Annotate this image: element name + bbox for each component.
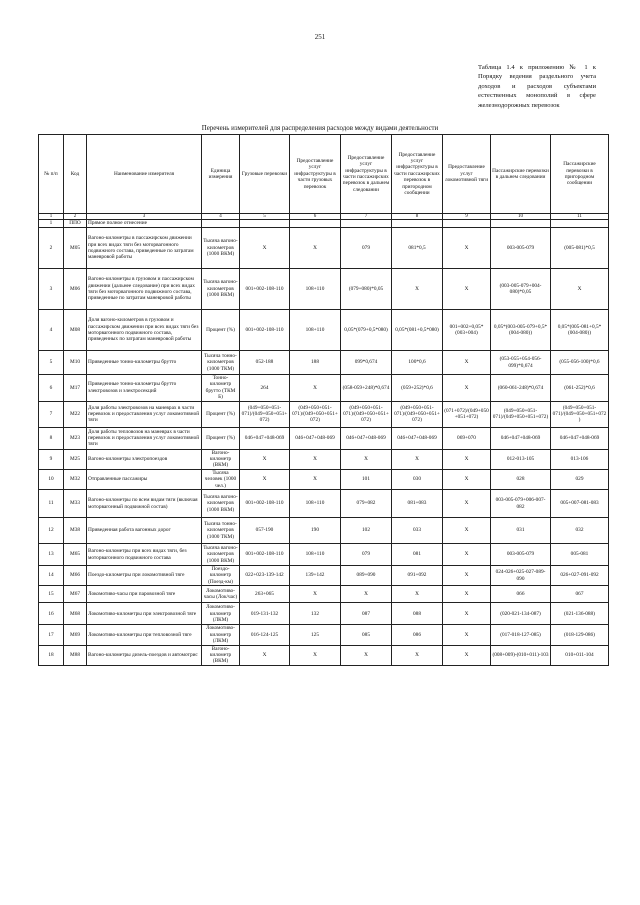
table-cell — [341, 220, 392, 228]
table-cell: M38 — [64, 518, 87, 544]
table-cell: X — [551, 269, 609, 310]
table-cell: 022+023-139-142 — [240, 566, 290, 586]
table-cell: Вагоно-километры в грузовом и пассажирском движении (дальнее следование) при всех видах тяги без моторвагонного подвижного состава, приведенные по затратам маневровой работы — [87, 269, 202, 310]
table-cell: X — [443, 269, 491, 310]
table-cell: 264 — [240, 375, 290, 402]
table-row — [39, 469, 609, 489]
table-cell: 013-106 — [551, 449, 609, 469]
table-cell: 026+027-091-092 — [551, 566, 609, 586]
table-cell: 079 — [341, 228, 392, 269]
table-cell: 108+110 — [290, 490, 341, 518]
table-cell: Вагоно-километры электропоездов — [87, 449, 202, 469]
table-cell: X — [443, 351, 491, 375]
table-cell: 031 — [491, 518, 551, 544]
column-header: Предоставление услуг инфраструктуры в части пассажирских перевозок в пригородном сообщении — [392, 135, 443, 214]
table-cell: Вагоно-километр (ВКМ) — [202, 645, 240, 665]
table-cell: 033 — [392, 518, 443, 544]
table-cell: 0,05*(003-005-079+0,5*(004-080)) — [491, 310, 551, 351]
table-cell: 1 — [39, 220, 64, 228]
table-cell: X — [341, 645, 392, 665]
table-cell: M25 — [64, 449, 87, 469]
table-cell: 029 — [551, 469, 609, 489]
table-cell: 8 — [39, 427, 64, 449]
table-cell: 263+065 — [240, 586, 290, 603]
table-cell: X — [240, 449, 290, 469]
table-cell: Процент (%) — [202, 401, 240, 427]
column-number: 8 — [392, 214, 443, 220]
table-cell: X — [290, 228, 341, 269]
table-cell: 079 — [341, 544, 392, 566]
table-cell: 001+002-108-110 — [240, 269, 290, 310]
table-cell: 001+002+0,05*(003+004) — [443, 310, 491, 351]
table-cell: 052-188 — [240, 351, 290, 375]
table-cell: 2 — [39, 228, 64, 269]
column-number: 9 — [443, 214, 491, 220]
table-cell: X — [290, 469, 341, 489]
table-cell: M32 — [64, 469, 87, 489]
table-cell: (049+050+051-071)/(049+050+051+072) — [240, 401, 290, 427]
table-cell: X — [240, 228, 290, 269]
table-cell: Вагоно-километры по всем видам тяги (включая моторвагонный подвижной состав) — [87, 490, 202, 518]
table-cell: ППО — [64, 220, 87, 228]
table-cell: 14 — [39, 566, 64, 586]
table-cell: Приведенные тонно-километры брутто электровозов и электросекций — [87, 375, 202, 402]
table-cell: M67 — [64, 586, 87, 603]
table-cell: Тысяча вагоно-километров (1000 ВКМ) — [202, 490, 240, 518]
column-header: Код — [64, 135, 87, 214]
column-number: 6 — [290, 214, 341, 220]
table-cell: X — [290, 375, 341, 402]
table-cell: 046+047+048-069 — [341, 427, 392, 449]
table-cell: M23 — [64, 427, 87, 449]
table-cell: Процент (%) — [202, 427, 240, 449]
table-cell: 190 — [290, 518, 341, 544]
column-header: Пассажирские перевозки в дальнем следовании — [491, 135, 551, 214]
table-cell: Поездо-километры при локомотивной тяге — [87, 566, 202, 586]
table-row — [39, 310, 609, 351]
table-cell: Тысяча тонно-километров (1000 ТКМ) — [202, 518, 240, 544]
table-cell — [443, 220, 491, 228]
table-cell: 046+047+048-069 — [240, 427, 290, 449]
page-number: 251 — [314, 33, 326, 41]
table-cell: 088 — [392, 603, 443, 625]
table-cell: 108+110 — [290, 544, 341, 566]
table-cell: 032 — [551, 518, 609, 544]
table-cell — [202, 220, 240, 228]
table-cell: (049+050+051-071)/(049+050+051+072) — [491, 401, 551, 427]
table-cell: 086 — [392, 625, 443, 645]
table-cell: (053-055+054-056-099)*0,674 — [491, 351, 551, 375]
table-cell: (049+050+051-071)/(049+050+051+072) — [290, 401, 341, 427]
table-cell: 003-005-079+006-007-082 — [491, 490, 551, 518]
table-cell: X — [443, 544, 491, 566]
table-cell: 15 — [39, 586, 64, 603]
table-cell: X — [443, 518, 491, 544]
table-cell: X — [443, 469, 491, 489]
table-row — [39, 375, 609, 402]
column-number: 4 — [202, 214, 240, 220]
table-cell: 0,05*(081+0,5*080) — [392, 310, 443, 351]
table-cell: X — [392, 645, 443, 665]
table-cell: Поездо-километр (Поезд-км) — [202, 566, 240, 586]
table-cell: Приведенная работа вагонных дорог — [87, 518, 202, 544]
column-header: № п/п — [39, 135, 64, 214]
table-cell: 010+011-104 — [551, 645, 609, 665]
table-cell: Процент (%) — [202, 310, 240, 351]
table-cell: 012-013-105 — [491, 449, 551, 469]
table-cell: 5 — [39, 351, 64, 375]
table-cell: M88 — [64, 645, 87, 665]
table-cell: X — [443, 625, 491, 645]
table-cell: M05 — [64, 228, 87, 269]
table-cell: 046+047+048-069 — [551, 427, 609, 449]
table-cell: 091+092 — [392, 566, 443, 586]
table-cell: M33 — [64, 490, 87, 518]
table-cell: X — [392, 449, 443, 469]
table-cell: Тысяча вагоно-километров (1000 ВКМ) — [203, 544, 238, 564]
table-cell: X — [443, 586, 491, 603]
table-row — [39, 351, 609, 375]
table-cell: X — [341, 449, 392, 469]
column-number: 1 — [39, 214, 64, 220]
table-cell: 108+110 — [290, 310, 341, 351]
table-cell: (008+009)-(010+011)-103 — [491, 645, 551, 665]
table-cell: (049+050+051-071)/(049+050+051+072) — [551, 401, 609, 427]
table-cell: 4 — [39, 310, 64, 351]
table-cell: 12 — [39, 518, 64, 544]
table-row — [39, 625, 609, 645]
table-cell: 067 — [551, 586, 609, 603]
table-cell: X — [290, 586, 341, 603]
table-cell: 0,05*(005-081+0,5*(004-080)) — [551, 310, 609, 351]
table-cell: Вагоно-километры при всех видах тяги, без моторвагонного подвижного состава — [87, 544, 202, 566]
table-cell: 139+142 — [290, 566, 341, 586]
table-cell: Приведенные тонно-километры брутто — [87, 351, 202, 375]
table-cell: (049+050+051-071)/(049+050+051+072) — [341, 401, 392, 427]
table-cell: 081 — [392, 544, 443, 566]
table-cell: (005-081)*0,5 — [551, 228, 609, 269]
table-row — [39, 228, 609, 269]
table-cell: M65 — [64, 544, 87, 566]
table-cell: (060-061-248)*0,674 — [491, 375, 551, 402]
table-row — [39, 449, 609, 469]
table-cell: 6 — [39, 375, 64, 402]
table-cell: X — [443, 566, 491, 586]
table-cell: (021-136-088) — [551, 603, 609, 625]
table-cell: Тысяча вагоно-километров (1000 ВКМ) — [202, 269, 240, 310]
column-number: 2 — [64, 214, 87, 220]
table-cell: X — [290, 645, 341, 665]
table-row — [39, 544, 609, 566]
table-cell: (018-129-086) — [551, 625, 609, 645]
table-cell: 16 — [39, 603, 64, 625]
table-cell: X — [392, 269, 443, 310]
table-cell: X — [240, 469, 290, 489]
table-cell: M68 — [64, 603, 87, 625]
table-cell: (061-252)*0,6 — [551, 375, 609, 402]
table-row — [39, 427, 609, 449]
table-cell: 069+070 — [443, 427, 491, 449]
table-cell: Тысяча вагоно-километров (1000 ВКМ) — [202, 228, 240, 269]
table-cell: 17 — [39, 625, 64, 645]
table-cell: M69 — [64, 625, 87, 645]
table-cell: 046+047+048-069 — [491, 427, 551, 449]
table-cell: 087 — [341, 603, 392, 625]
table-cell: 046+047+048-069 — [392, 427, 443, 449]
column-header: Грузовые перевозки — [240, 135, 290, 214]
table-cell: X — [240, 645, 290, 665]
table-cell: 7 — [39, 401, 64, 427]
column-header: Предоставление услуг локомотивной тяги — [443, 135, 491, 214]
table-cell: X — [341, 586, 392, 603]
table-cell: Вагоно-километр (ВКМ) — [202, 449, 240, 469]
table-row — [39, 490, 609, 518]
table-cell: Тысяча человек (1000 чел.) — [202, 469, 240, 489]
table-cell: 9 — [39, 449, 64, 469]
table-cell: 0,05*(079+0,5*080) — [341, 310, 392, 351]
table-row — [39, 603, 609, 625]
table-row — [39, 566, 609, 586]
table-cell: 005+007-081-083 — [551, 490, 609, 518]
table-cell: 099*0,674 — [341, 351, 392, 375]
table-cell: 079+082 — [341, 490, 392, 518]
table-cell — [551, 220, 609, 228]
table-cell: 046+047+048-069 — [290, 427, 341, 449]
table-cell: X — [443, 228, 491, 269]
table-row — [39, 220, 609, 228]
table-body — [39, 220, 609, 666]
table-cell: (071+072)/(049+050+051+072) — [443, 401, 491, 427]
table-cell: 066 — [491, 586, 551, 603]
table-row — [39, 586, 609, 603]
table-cell: 019-131-132 — [240, 603, 290, 625]
table-cell: (020-021-134-087) — [491, 603, 551, 625]
table-cell: (017-018-127-085) — [491, 625, 551, 645]
table-cell: M22 — [64, 401, 87, 427]
table-cell: Локомотиво-часы (Лок/час) — [202, 586, 240, 603]
table-cell: 024-026+025-027-089-090 — [491, 566, 551, 586]
table-row — [39, 401, 609, 427]
table-cell: Вагоно-километры дизель-поездов и автомотрис — [87, 645, 202, 665]
table-cell: Вагоно-километры в пассажирском движении при всех видах тяги без моторвагонного подвижного состава, приведенные по затратам маневровой работы — [87, 228, 202, 269]
table-cell — [491, 220, 551, 228]
table-cell: X — [290, 449, 341, 469]
table-cell: M66 — [64, 566, 87, 586]
table-cell: X — [443, 375, 491, 402]
measures-table — [38, 134, 609, 666]
table-cell: 102 — [341, 518, 392, 544]
table-cell — [290, 220, 341, 228]
column-header: Единица измерения — [202, 135, 240, 214]
table-cell: Доля работы электровозов на маневрах в части перевозок и предоставления услуг локомотивной тяги — [87, 401, 202, 427]
table-cell: (058-059+248)*0,674 — [341, 375, 392, 402]
table-cell — [392, 220, 443, 228]
table-cell: 10 — [39, 469, 64, 489]
table-cell: 057-190 — [240, 518, 290, 544]
table-cell: 3 — [39, 269, 64, 310]
table-row — [39, 269, 609, 310]
table-cell: Отправленные пассажиры — [87, 469, 202, 489]
table-cell: Доля работы тепловозов на маневрах в части перевозок и предоставления услуг локомотивной тяги — [87, 427, 202, 449]
table-cell: X — [443, 645, 491, 665]
table-cell: Локомотиво-километр (ЛКМ) — [202, 603, 240, 625]
header-row — [39, 135, 609, 214]
table-cell: 18 — [39, 645, 64, 665]
table-row — [39, 518, 609, 544]
table-cell: M08 — [64, 310, 87, 351]
table-cell: Локомотиво-километр (ЛКМ) — [202, 625, 240, 645]
column-header: Пассажирские перевозки в пригородном сообщении — [551, 135, 609, 214]
table-cell: X — [443, 603, 491, 625]
table-cell: Локомотиво-километры при тепловозной тяге — [87, 625, 202, 645]
table-cell: M06 — [64, 269, 87, 310]
table-cell: X — [443, 449, 491, 469]
table-cell: 132 — [290, 603, 341, 625]
table-cell: 13 — [39, 544, 64, 566]
column-number: 10 — [491, 214, 551, 220]
appendix-header: Таблица 1.4 к приложению № 1 к Порядку ведения раздельного учета доходов и расходов субъектами естественных монополий в сфере железнодорожных перевозок — [478, 64, 596, 109]
column-number: 7 — [341, 214, 392, 220]
table-cell: 188 — [290, 351, 341, 375]
table-cell: Локомотиво-километры при электровозной тяге — [87, 603, 202, 625]
table-cell: 089+090 — [341, 566, 392, 586]
table-cell: Прямое полное отнесение — [87, 220, 202, 228]
table-cell: M17 — [64, 375, 87, 402]
table-cell: M10 — [64, 351, 87, 375]
table-cell: 101 — [341, 469, 392, 489]
table-cell: 125 — [290, 625, 341, 645]
table-cell: Локомотиво-часы при паровозной тяге — [87, 586, 202, 603]
table-row — [39, 645, 609, 665]
table-cell: 001+002-108-110 — [240, 544, 290, 566]
column-header: Наименование измерителя — [87, 135, 202, 214]
table-cell: 028 — [491, 469, 551, 489]
table-cell: Тонно-километр брутто (ТКМ Б) — [202, 375, 240, 402]
table-cell: 016-124-125 — [240, 625, 290, 645]
table-cell: 11 — [39, 490, 64, 518]
column-header: Предоставление услуг инфраструктуры в части грузовых перевозок — [290, 135, 341, 214]
table-cell: 085 — [341, 625, 392, 645]
table-cell: (049+050+051-071)/(049+050+051+072) — [392, 401, 443, 427]
table-cell: 081+083 — [392, 490, 443, 518]
table-cell: 003-005-079 — [491, 544, 551, 566]
table-cell: 030 — [392, 469, 443, 489]
table-cell: 005-081 — [551, 544, 609, 566]
column-number: 5 — [240, 214, 290, 220]
table-cell: X — [443, 490, 491, 518]
table-cell: 081*0,5 — [392, 228, 443, 269]
table-cell: (055-056-100)*0,6 — [551, 351, 609, 375]
table-cell: (059+252)*0,6 — [392, 375, 443, 402]
table-cell: 001+002-108-110 — [240, 310, 290, 351]
table-cell: 003-005-079 — [491, 228, 551, 269]
table-cell: (003-005-079+004-080)*0,05 — [491, 269, 551, 310]
table-cell: Доля вагоно-километров в грузовом и пассажирском движении при всех видах тяги без моторвагонного подвижного состава, приведенных по затратам маневровой работы — [87, 310, 202, 351]
table-cell: 108+110 — [290, 269, 341, 310]
column-number: 11 — [551, 214, 609, 220]
table-title: Перечень измерителей для распределения расходов между видами деятельности — [201, 125, 439, 132]
table-cell: (079+080)*0,05 — [341, 269, 392, 310]
table-cell — [240, 220, 290, 228]
column-header: Предоставление услуг инфраструктуры в части пассажирских перевозок в дальнем следовании — [341, 135, 392, 214]
table-cell: Тысяча тонно-километров (1000 ТКМ) — [202, 351, 240, 375]
column-number: 3 — [87, 214, 202, 220]
table-cell: X — [392, 586, 443, 603]
table-cell: 100*0,6 — [392, 351, 443, 375]
table-cell: 001+002-108-110 — [240, 490, 290, 518]
